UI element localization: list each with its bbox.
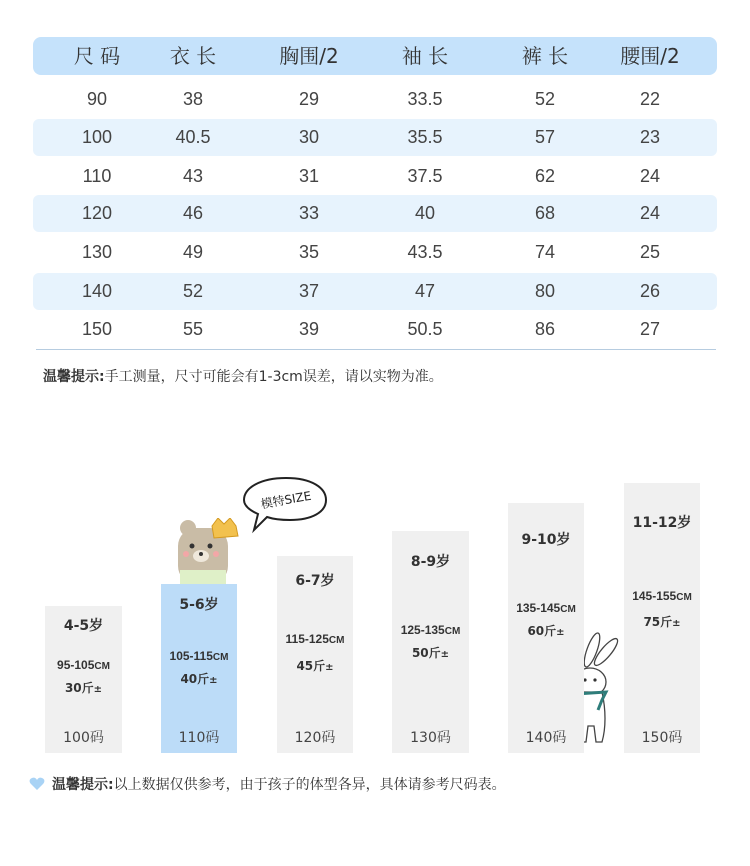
table-row	[33, 234, 717, 271]
table-cell: 150	[81, 319, 113, 339]
header-chest: 胸围/2	[279, 44, 339, 68]
bar-height-value: 135-145	[516, 601, 561, 615]
table-cell: 40.5	[175, 127, 211, 147]
table-cell: 57	[534, 127, 556, 147]
bar-height-value: 115-125	[285, 632, 329, 646]
table-cell: 47	[414, 281, 436, 301]
bar-age: 8-9岁	[410, 554, 451, 570]
bar-age: 11-12岁	[632, 515, 692, 531]
size-bar	[45, 606, 122, 753]
bar-weight-pm: ±	[440, 649, 450, 660]
bar-age: 6-7岁	[295, 573, 335, 589]
bar-height	[392, 623, 469, 637]
table-row	[33, 119, 717, 156]
header-waist: 腰围/2	[620, 44, 680, 68]
header-length: 衣 长	[169, 44, 217, 68]
bar-weight	[624, 613, 700, 630]
bar-size-code: 100码	[63, 730, 104, 746]
note-bottom	[52, 774, 506, 794]
bar-height-unit: CM	[94, 661, 110, 672]
header-pants: 裤 长	[521, 44, 569, 68]
table-cell: 74	[534, 242, 556, 262]
heart-icon	[29, 777, 45, 791]
size-bar	[392, 531, 469, 753]
table-row	[33, 273, 717, 310]
table-cell: 62	[534, 166, 556, 186]
bar-height-value: 95-105	[57, 658, 95, 672]
bar-weight-value: 30斤	[64, 681, 94, 695]
table-cell: 68	[534, 203, 556, 223]
bar-height-unit: CM	[328, 635, 345, 646]
table-cell: 26	[639, 281, 661, 301]
table-divider	[36, 349, 716, 350]
size-bar	[624, 483, 700, 753]
table-cell: 55	[182, 319, 204, 339]
bar-height-value: 105-115	[169, 649, 213, 663]
size-bar	[161, 584, 237, 753]
table-cell: 24	[639, 203, 661, 223]
table-cell: 43	[182, 166, 204, 186]
table-cell: 27	[639, 319, 661, 339]
table-cell: 46	[182, 203, 204, 223]
table-cell: 37	[298, 281, 320, 301]
bar-weight-pm: ±	[209, 675, 218, 686]
table-cell: 43.5	[407, 242, 443, 262]
bar-weight-value: 75斤	[643, 615, 673, 629]
bar-weight-pm: ±	[556, 627, 565, 638]
bar-height-value: 145-155	[632, 589, 677, 603]
table-cell: 130	[81, 242, 113, 262]
size-bar	[277, 556, 353, 753]
bar-weight	[277, 657, 353, 674]
table-cell: 80	[534, 281, 556, 301]
table-row	[33, 81, 717, 118]
table-row	[33, 158, 717, 195]
bar-height-unit: CM	[444, 626, 461, 637]
bar-size-code: 120码	[294, 730, 336, 746]
table-cell: 24	[639, 166, 661, 186]
table-cell: 30	[298, 127, 320, 147]
note-top-label: 温馨提示:	[43, 369, 105, 385]
table-cell: 29	[298, 89, 320, 109]
table-cell: 31	[298, 166, 320, 186]
bar-height-unit: CM	[212, 652, 229, 663]
bar-height	[161, 649, 237, 663]
table-cell: 35.5	[407, 127, 443, 147]
table-cell: 22	[639, 89, 661, 109]
table-cell: 86	[534, 319, 556, 339]
bar-weight	[508, 622, 584, 639]
bar-weight-pm: ±	[672, 618, 681, 629]
table-cell: 120	[81, 203, 113, 223]
bar-size-code: 140码	[525, 730, 567, 746]
table-cell: 39	[298, 319, 320, 339]
bar-weight-pm: ±	[325, 662, 334, 673]
note-bottom-label: 温馨提示:	[52, 777, 114, 793]
table-cell: 52	[534, 89, 556, 109]
bar-height-unit: CM	[676, 592, 692, 603]
bar-weight-value: 40斤	[180, 672, 210, 686]
table-cell: 52	[182, 281, 204, 301]
table-cell: 25	[639, 242, 661, 262]
table-cell: 110	[82, 166, 112, 186]
table-header	[33, 37, 717, 75]
bar-age: 4-5岁	[63, 618, 104, 634]
bar-height	[45, 658, 122, 672]
model-size-bubble	[240, 474, 332, 538]
note-top	[43, 366, 443, 386]
model-size-text: 模特SIZE	[259, 488, 313, 512]
bar-weight	[45, 679, 122, 696]
bar-age: 5-6岁	[179, 597, 219, 613]
bar-age: 9-10岁	[521, 532, 571, 548]
bear-illustration	[172, 518, 244, 584]
table-cell: 90	[86, 89, 108, 109]
table-cell: 35	[298, 242, 320, 262]
bar-height-value: 125-135	[400, 623, 445, 637]
table-cell: 50.5	[407, 319, 443, 339]
note-bottom-text: 以上数据仅供参考，由于孩子的体型各异，具体请参考尺码表。	[113, 777, 506, 793]
note-top-text: 手工测量，尺寸可能会有1-3cm误差，请以实物为准。	[104, 369, 443, 385]
bar-weight-value: 50斤	[411, 646, 441, 660]
table-cell: 33	[298, 203, 320, 223]
bar-height	[508, 601, 584, 615]
header-size: 尺 码	[73, 44, 121, 68]
bar-size-code: 130码	[410, 730, 451, 746]
table-cell: 37.5	[407, 166, 443, 186]
table-cell: 140	[81, 281, 113, 301]
bar-height-unit: CM	[560, 604, 576, 615]
header-sleeve: 袖 长	[401, 44, 449, 68]
bar-size-code: 110码	[178, 730, 220, 746]
size-bar	[508, 503, 584, 753]
table-row	[33, 195, 717, 232]
bar-weight-value: 60斤	[527, 624, 557, 638]
table-row	[33, 311, 717, 348]
table-cell: 40	[414, 203, 436, 223]
table-cell: 38	[182, 89, 204, 109]
table-cell: 23	[639, 127, 661, 147]
bar-weight	[392, 644, 469, 661]
table-cell: 100	[81, 127, 113, 147]
bar-weight	[161, 670, 237, 687]
bar-weight-value: 45斤	[296, 659, 326, 673]
bar-height	[624, 589, 700, 603]
bar-height	[277, 632, 353, 646]
table-cell: 33.5	[407, 89, 443, 109]
bar-size-code: 150码	[641, 730, 683, 746]
bar-weight-pm: ±	[93, 684, 103, 695]
table-cell: 49	[182, 242, 204, 262]
